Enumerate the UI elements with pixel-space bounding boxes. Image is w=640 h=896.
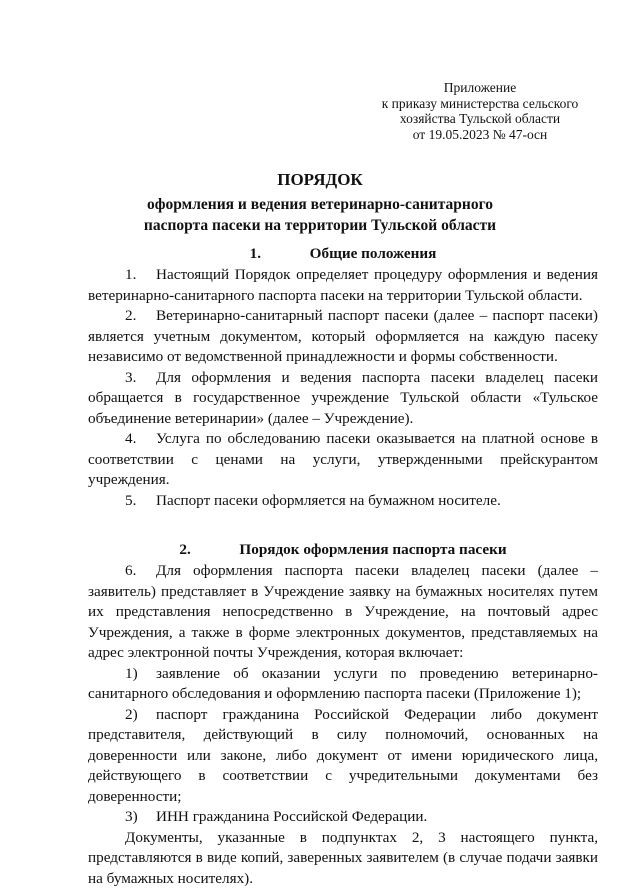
paragraph xyxy=(88,265,598,306)
paragraph-text: Ветеринарно-санитарный паспорт пасеки (далее – паспорт пасеки) является учетным документом, который оформляется на каждую пасеку независимо от ведомственной принадлежности и формы собственности. xyxy=(88,307,598,365)
section-gap xyxy=(88,511,598,533)
paragraph xyxy=(88,306,598,368)
section-heading xyxy=(88,243,598,265)
paragraph-text: Услуга по обследованию пасеки оказывается на платной основе в соответствии с ценами на услуги, утвержденными прейскурантом учреждения. xyxy=(88,430,598,488)
paragraph-number: 3. xyxy=(125,368,137,386)
appendix-line: хозяйства Тульской области xyxy=(399,111,561,126)
list-item-text: ИНН гражданина Российской Федерации. xyxy=(156,808,428,825)
list-item xyxy=(88,807,598,828)
paragraph-number: 4. xyxy=(125,430,137,447)
section-number: 1. xyxy=(249,245,262,262)
appendix-line: от 19.05.2023 № 47-осн xyxy=(412,126,548,142)
document-body xyxy=(88,243,598,889)
title-subtitle: паспорта пасеки на территории Тульской области xyxy=(143,217,497,234)
paragraph-text: Для оформления паспорта пасеки владелец пасеки (далее – заявитель) представляет в Учреждение заявку на бумажных носителях путем их представления непосредственно в Учреждение, на почтовый адрес Учреждения, а также в форме электронных документов, представляемых на адрес электронной почты Учреждения, которая включает: xyxy=(88,562,598,661)
title-main: ПОРЯДОК xyxy=(277,170,363,189)
paragraph-number: 6. xyxy=(125,562,137,579)
paragraph-number: 2. xyxy=(125,307,137,324)
list-item xyxy=(88,664,598,705)
list-item-text: паспорт гражданина Российской Федерации либо документ представителя, действующий в силу полномочий, основанных на доверенности или законе, либо документ от имени юридического лица, действующего в соответствии с учредительными документами без доверенности; xyxy=(88,705,598,805)
paragraph xyxy=(88,828,598,890)
appendix-line: к приказу министерства сельского xyxy=(381,95,579,111)
section-number: 2. xyxy=(179,541,191,558)
paragraph xyxy=(88,491,598,512)
paragraph-text: Для оформления и ведения паспорта пасеки владелец пасеки обращается в государственное учреждение Тульской области «Тульское объединение ветеринарии» (далее – Учреждение). xyxy=(88,368,598,427)
section-heading xyxy=(88,539,598,561)
paragraph-text: Документы, указанные в подпунктах 2, 3 настоящего пункта, представляются в виде копий, заверенных заявителем (в случае подачи заявки на бумажных носителях). xyxy=(88,828,598,887)
appendix-line: Приложение xyxy=(443,80,517,95)
appendix-block xyxy=(330,80,630,142)
title-subtitle: оформления и ведения ветеринарно-санитарного xyxy=(147,196,493,213)
paragraph-text: Настоящий Порядок определяет процедуру оформления и ведения ветеринарно-санитарного паспорта пасеки на территории Тульской области. xyxy=(88,266,598,304)
list-item-number: 1) xyxy=(125,664,138,682)
paragraph-number: 5. xyxy=(125,491,137,509)
paragraph xyxy=(88,561,598,664)
paragraph xyxy=(88,429,598,491)
paragraph xyxy=(88,368,598,430)
paragraph-text: Паспорт пасеки оформляется на бумажном носителе. xyxy=(156,491,501,509)
list-item-number: 3) xyxy=(125,808,138,825)
list-item-text: заявление об оказании услуги по проведению ветеринарно-санитарного обследования и оформлению паспорта пасеки (Приложение 1); xyxy=(88,664,598,702)
section-title: Порядок оформления паспорта пасеки xyxy=(239,541,507,558)
document-title xyxy=(0,170,640,236)
list-item xyxy=(88,705,598,808)
list-item-number: 2) xyxy=(125,705,138,723)
paragraph-number: 1. xyxy=(125,266,137,283)
section-title: Общие положения xyxy=(309,245,437,262)
